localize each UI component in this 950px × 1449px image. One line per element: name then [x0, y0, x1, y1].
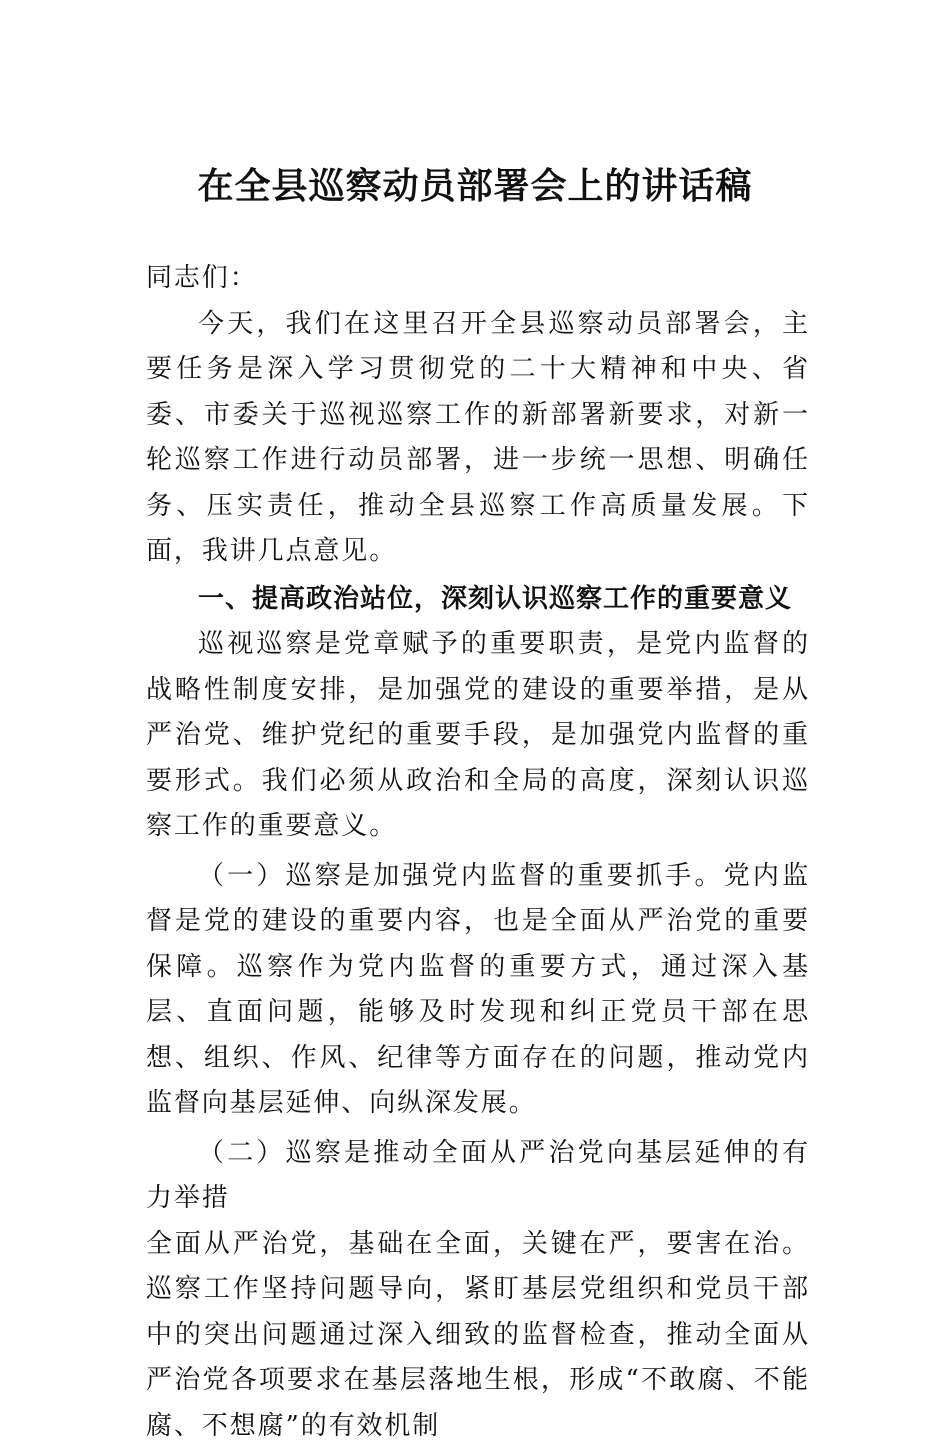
subsection-2-text: 全面从严治党，基础在全面，关键在严，要害在治。巡察工作坚持问题导向，紧盯基层党组织和党员干部中的突出问题通过深入细致的监督检查，推动全面从严治党各项要求在基层落地生根，形成“不敢腐、不能腐、不想腐”的有效机制: [146, 1222, 810, 1449]
section-1-heading: 一、提高政治站位，深刻认识巡察工作的重要意义: [146, 577, 810, 623]
subsection-2-heading: （二）巡察是推动全面从严治党向基层延伸的有力举措: [146, 1131, 810, 1222]
document-body: [146, 256, 810, 1449]
document-title: 在全县巡察动员部署会上的讲话稿: [0, 160, 950, 212]
subsection-1-text: 党内监督是党的建设的重要内容，也是全面从严治党的重要保障。巡察作为党内监督的重要方式，通过深入基层、直面问题，能够及时发现和纠正党员干部在思想、组织、作风、纪律等方面存在的问题，推动党内监督向基层延伸、向纵深发展。: [146, 861, 810, 1119]
salutation: 同志们：: [146, 256, 810, 302]
section-1-paragraph: 巡视巡察是党章赋予的重要职责，是党内监督的战略性制度安排，是加强党的建设的重要举措，是从严治党、维护党纪的重要手段，是加强党内监督的重要形式。我们必须从政治和全局的高度，深刻认识巡察工作的重要意义。: [146, 622, 810, 850]
intro-paragraph: 今天，我们在这里召开全县巡察动员部署会，主要任务是深入学习贯彻党的二十大精神和中央、省委、市委关于巡视巡察工作的新部署新要求，对新一轮巡察工作进行动员部署，进一步统一思想、明确任务、压实责任，推动全县巡察工作高质量发展。下面，我讲几点意见。: [146, 302, 810, 575]
subsection-1-heading: （一）巡察是加强党内监督的重要抓手。: [198, 861, 724, 891]
subsection-1-paragraph: [146, 854, 810, 1127]
